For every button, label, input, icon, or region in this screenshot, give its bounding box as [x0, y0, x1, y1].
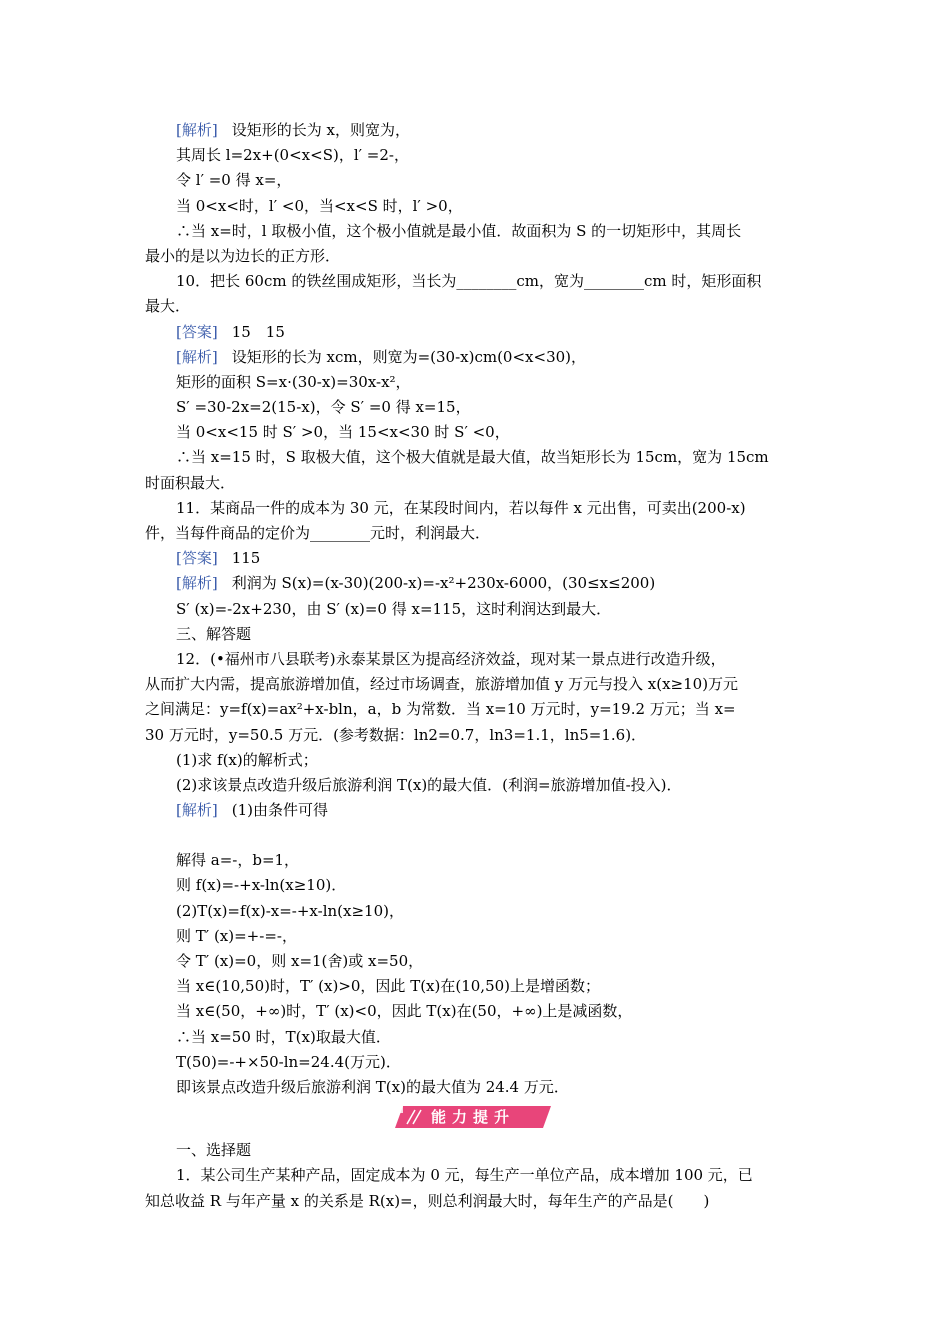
- text: 设矩形的长为 x，则宽为，: [231, 121, 410, 139]
- answer-line: [145, 320, 815, 345]
- text: 15 15: [231, 322, 285, 341]
- solution-line: 当 0<x<15 时 S′ >0，当 15<x<30 时 S′ <0，: [176, 423, 510, 442]
- solution-line: 令 l′ =0 得 x=，: [176, 171, 292, 190]
- solution-line: 其周长 l=2x+(0<x<S)，l′ =2-，: [176, 146, 409, 165]
- document-body: [145, 118, 815, 1214]
- analysis-tag: [解析]: [176, 347, 218, 366]
- question-11: 11．某商品一件的成本为 30 元，在某段时间内，若以每件 x 元出售，可卖出(200-x): [176, 498, 746, 517]
- solution-line: 当 0<x<时，l′ <0，当<x<S 时，l′ >0，: [176, 196, 463, 215]
- text: (1)由条件可得: [231, 801, 328, 820]
- solution-line: [145, 118, 815, 143]
- solution-line: ∴当 x=50 时，T(x)取最大值．: [176, 1027, 391, 1046]
- solution-line: T(50)=-+×50-ln=24.4(万元)．: [176, 1052, 401, 1071]
- question-12-cont: 30 万元时，y=50.5 万元．(参考数据：ln2=0.7，ln3=1.1，ln5=1.6)．: [145, 725, 647, 744]
- answer-tag: [答案]: [176, 549, 218, 568]
- solution-line: S′ (x)=-2x+230，由 S′ (x)=0 得 x=115，这时利润达到最大．: [176, 599, 612, 618]
- question-12: 12．(•福州市八县联考)永泰某景区为提高经济效益，现对某一景点进行改造升级，: [176, 649, 726, 668]
- section-banner: [145, 1100, 815, 1138]
- solution-line: 矩形的面积 S=x·(30-x)=30x-x²，: [176, 372, 411, 391]
- solution-line: 则 T′ (x)=+-=-，: [176, 926, 297, 945]
- question-12-cont: 从而扩大内需，提高旅游增加值，经过市场调查，旅游增加值 y 万元与投入 x(x≥10)万元: [145, 675, 739, 694]
- question-12-part1: (1)求 f(x)的解析式；: [176, 750, 318, 769]
- question-1-cont: 知总收益 R 与年产量 x 的关系是 R(x)=，则总利润最大时，每年生产的产品是( ): [145, 1191, 710, 1210]
- question-11-cont: 件，当每件商品的定价为________元时，利润最大．: [145, 524, 491, 542]
- solution-line: 最小的是以为边长的正方形．: [145, 246, 341, 265]
- text: 设矩形的长为 xcm，则宽为=(30-x)cm(0<x<30)，: [231, 347, 587, 366]
- analysis-tag: [解析]: [176, 121, 218, 139]
- solution-line: [145, 571, 815, 596]
- text: 115: [231, 549, 261, 568]
- solution-line: 即该景点改造升级后旅游利润 T(x)的最大值为 24.4 万元．: [176, 1077, 569, 1096]
- question-12-part2: (2)求该景点改造升级后旅游利润 T(x)的最大值．(利润=旅游增加值-投入)．: [176, 775, 682, 794]
- solution-line: 时面积最大．: [145, 473, 236, 492]
- solution-line: 当 x∈(50，+∞)时，T′ (x)<0，因此 T(x)在(50，+∞)上是减函数，: [176, 1002, 633, 1021]
- section-heading: 一、选择题: [176, 1141, 252, 1160]
- solution-line: ∴当 x=时，l 取极小值，这个极小值就是最小值．故面积为 S 的一切矩形中，其周长: [176, 221, 742, 240]
- banner-label: 能力提升: [430, 1108, 515, 1127]
- solution-line: [145, 345, 815, 370]
- solution-line: [145, 798, 815, 823]
- section-heading: 三、解答题: [176, 624, 252, 643]
- solution-line: S′ =30-2x=2(15-x)，令 S′ =0 得 x=15，: [176, 398, 471, 417]
- question-10-cont: 最大．: [145, 297, 191, 316]
- solution-line: 则 f(x)=-+x-ln(x≥10)．: [176, 876, 347, 895]
- formula-gap: [145, 823, 815, 848]
- question-10: 10．把长 60cm 的铁丝围成矩形，当长为________cm，宽为________cm 时，矩形面积: [176, 272, 762, 291]
- solution-line: 解得 a=-，b=1，: [176, 851, 300, 870]
- answer-tag: [答案]: [176, 322, 218, 341]
- question-1: 1．某公司生产某种产品，固定成本为 0 元，每生产一单位产品，成本增加 100 元，已: [176, 1166, 753, 1185]
- analysis-tag: [解析]: [176, 801, 218, 820]
- analysis-tag: [解析]: [176, 574, 218, 593]
- answer-line: [145, 546, 815, 571]
- question-12-cont: 之间满足：y=f(x)=ax²+x-bln，a，b 为常数．当 x=10 万元时，y=19.2 万元；当 x=: [145, 700, 736, 719]
- solution-line: ∴当 x=15 时，S 取极大值，这个极大值就是最大值，故当矩形长为 15cm，宽为 15cm: [176, 448, 769, 467]
- solution-line: (2)T(x)=f(x)-x=-+x-ln(x≥10)，: [176, 901, 404, 920]
- solution-line: 当 x∈(10,50)时，T′ (x)>0，因此 T(x)在(10,50)上是增函数；: [176, 977, 601, 996]
- solution-line: 令 T′ (x)=0，则 x=1(舍)或 x=50，: [176, 952, 424, 970]
- banner-shape: [393, 1104, 553, 1130]
- text: 利润为 S(x)=(x-30)(200-x)=-x²+230x-6000，(30≤x≤200): [231, 574, 656, 593]
